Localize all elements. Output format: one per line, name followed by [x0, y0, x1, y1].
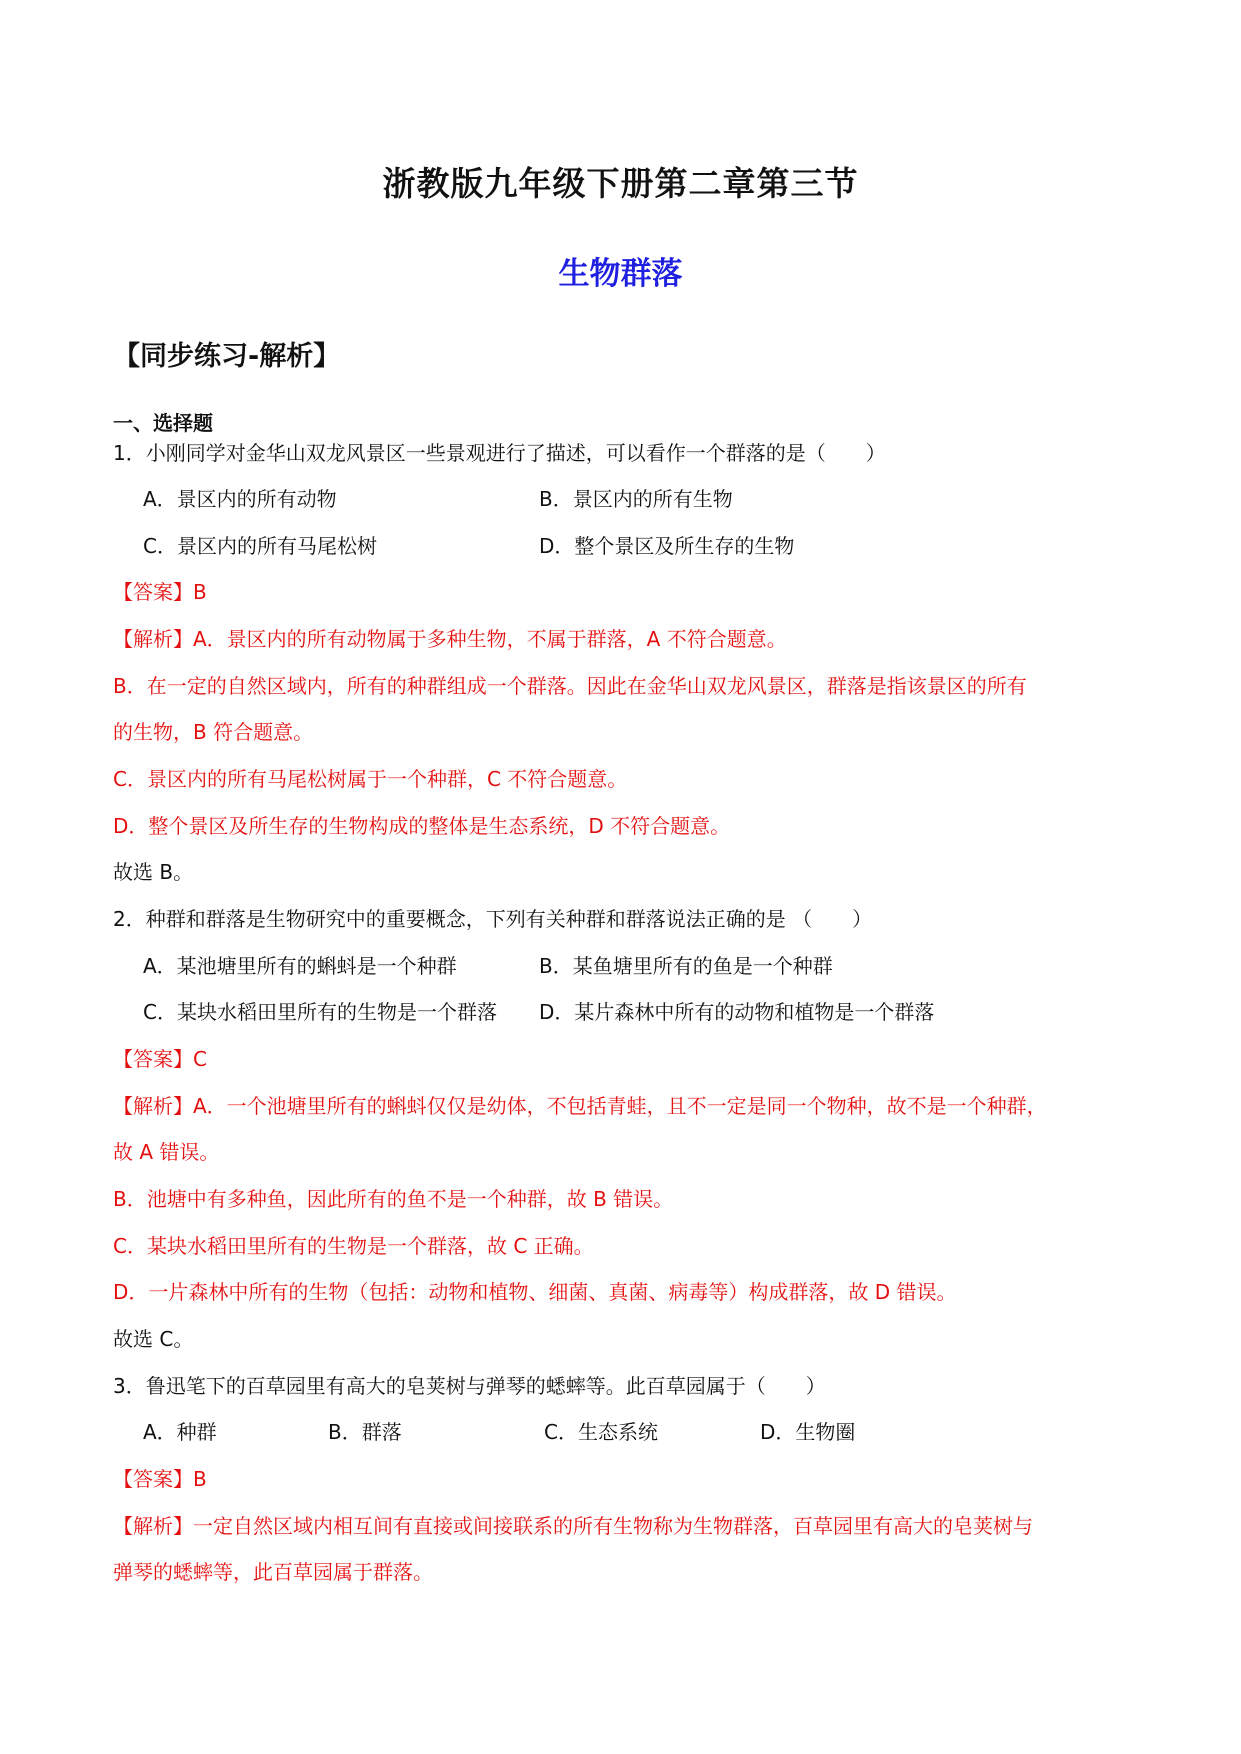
question-1-analysis-line: D．整个景区及所生存的生物构成的整体是生态系统，D 不符合题意。 [113, 814, 731, 838]
question-1-stem: 1．小刚同学对金华山双龙风景区一些景观进行了描述，可以看作一个群落的是（ ） [113, 441, 886, 465]
question-3-option-c: C．生态系统 [544, 1420, 658, 1444]
question-2-analysis-line: B．池塘中有多种鱼，因此所有的鱼不是一个种群，故 B 错误。 [113, 1187, 674, 1211]
question-2-analysis-line: D．一片森林中所有的生物（包括：动物和植物、细菌、真菌、病毒等）构成群落，故 D 错误。 [113, 1280, 957, 1304]
section-header: 【同步练习-解析】 [113, 341, 341, 372]
question-3-stem: 3．鲁迅笔下的百草园里有高大的皂荚树与弹琴的蟋蟀等。此百草园属于（ ） [113, 1374, 826, 1398]
document-title: 浙教版九年级下册第二章第三节 [382, 164, 859, 203]
question-1-analysis-line: C．景区内的所有马尾松树属于一个种群，C 不符合题意。 [113, 767, 628, 791]
question-1-conclusion: 故选 B。 [113, 860, 194, 884]
question-2-conclusion: 故选 C。 [113, 1327, 194, 1351]
question-2-stem: 2．种群和群落是生物研究中的重要概念，下列有关种群和群落说法正确的是 （ ） [113, 907, 873, 931]
question-3-option-b: B．群落 [328, 1420, 402, 1444]
question-type-heading: 一、选择题 [113, 411, 213, 435]
document-subtitle: 生物群落 [558, 256, 683, 292]
question-2-option-a: A．某池塘里所有的蝌蚪是一个种群 [143, 954, 457, 978]
question-2-option-b: B．某鱼塘里所有的鱼是一个种群 [539, 954, 833, 978]
question-1-analysis-line: B．在一定的自然区域内，所有的种群组成一个群落。因此在金华山双龙风景区，群落是指该景区的所有 [113, 674, 1027, 698]
question-3-option-d: D．生物圈 [760, 1420, 856, 1444]
question-3-analysis-line: 【解析】一定自然区域内相互间有直接或间接联系的所有生物称为生物群落，百草园里有高大的皂荚树与 [113, 1514, 1033, 1538]
question-1-option-d: D．整个景区及所生存的生物 [539, 534, 795, 558]
question-1-option-a: A．景区内的所有动物 [143, 487, 337, 511]
question-1-analysis-line: 的生物，B 符合题意。 [113, 720, 314, 744]
question-1-analysis-line: 【解析】A．景区内的所有动物属于多种生物，不属于群落，A 不符合题意。 [113, 627, 787, 651]
question-3-option-a: A．种群 [143, 1420, 217, 1444]
question-3-analysis-line: 弹琴的蟋蟀等，此百草园属于群落。 [113, 1560, 433, 1584]
question-2-analysis-line: 故 A 错误。 [113, 1140, 220, 1164]
question-2-analysis-line: 【解析】A．一个池塘里所有的蝌蚪仅仅是幼体，不包括青蛙，且不一定是同一个物种，故不是一个种群， [113, 1094, 1047, 1118]
question-3-answer: 【答案】B [113, 1467, 207, 1491]
question-1-answer: 【答案】B [113, 580, 207, 604]
question-2-analysis-line: C．某块水稻田里所有的生物是一个群落，故 C 正确。 [113, 1234, 594, 1258]
question-1-option-c: C．景区内的所有马尾松树 [143, 534, 377, 558]
question-2-answer: 【答案】C [113, 1047, 207, 1071]
question-2-option-d: D．某片森林中所有的动物和植物是一个群落 [539, 1000, 935, 1024]
question-2-option-c: C．某块水稻田里所有的生物是一个群落 [143, 1000, 497, 1024]
question-1-option-b: B．景区内的所有生物 [539, 487, 733, 511]
